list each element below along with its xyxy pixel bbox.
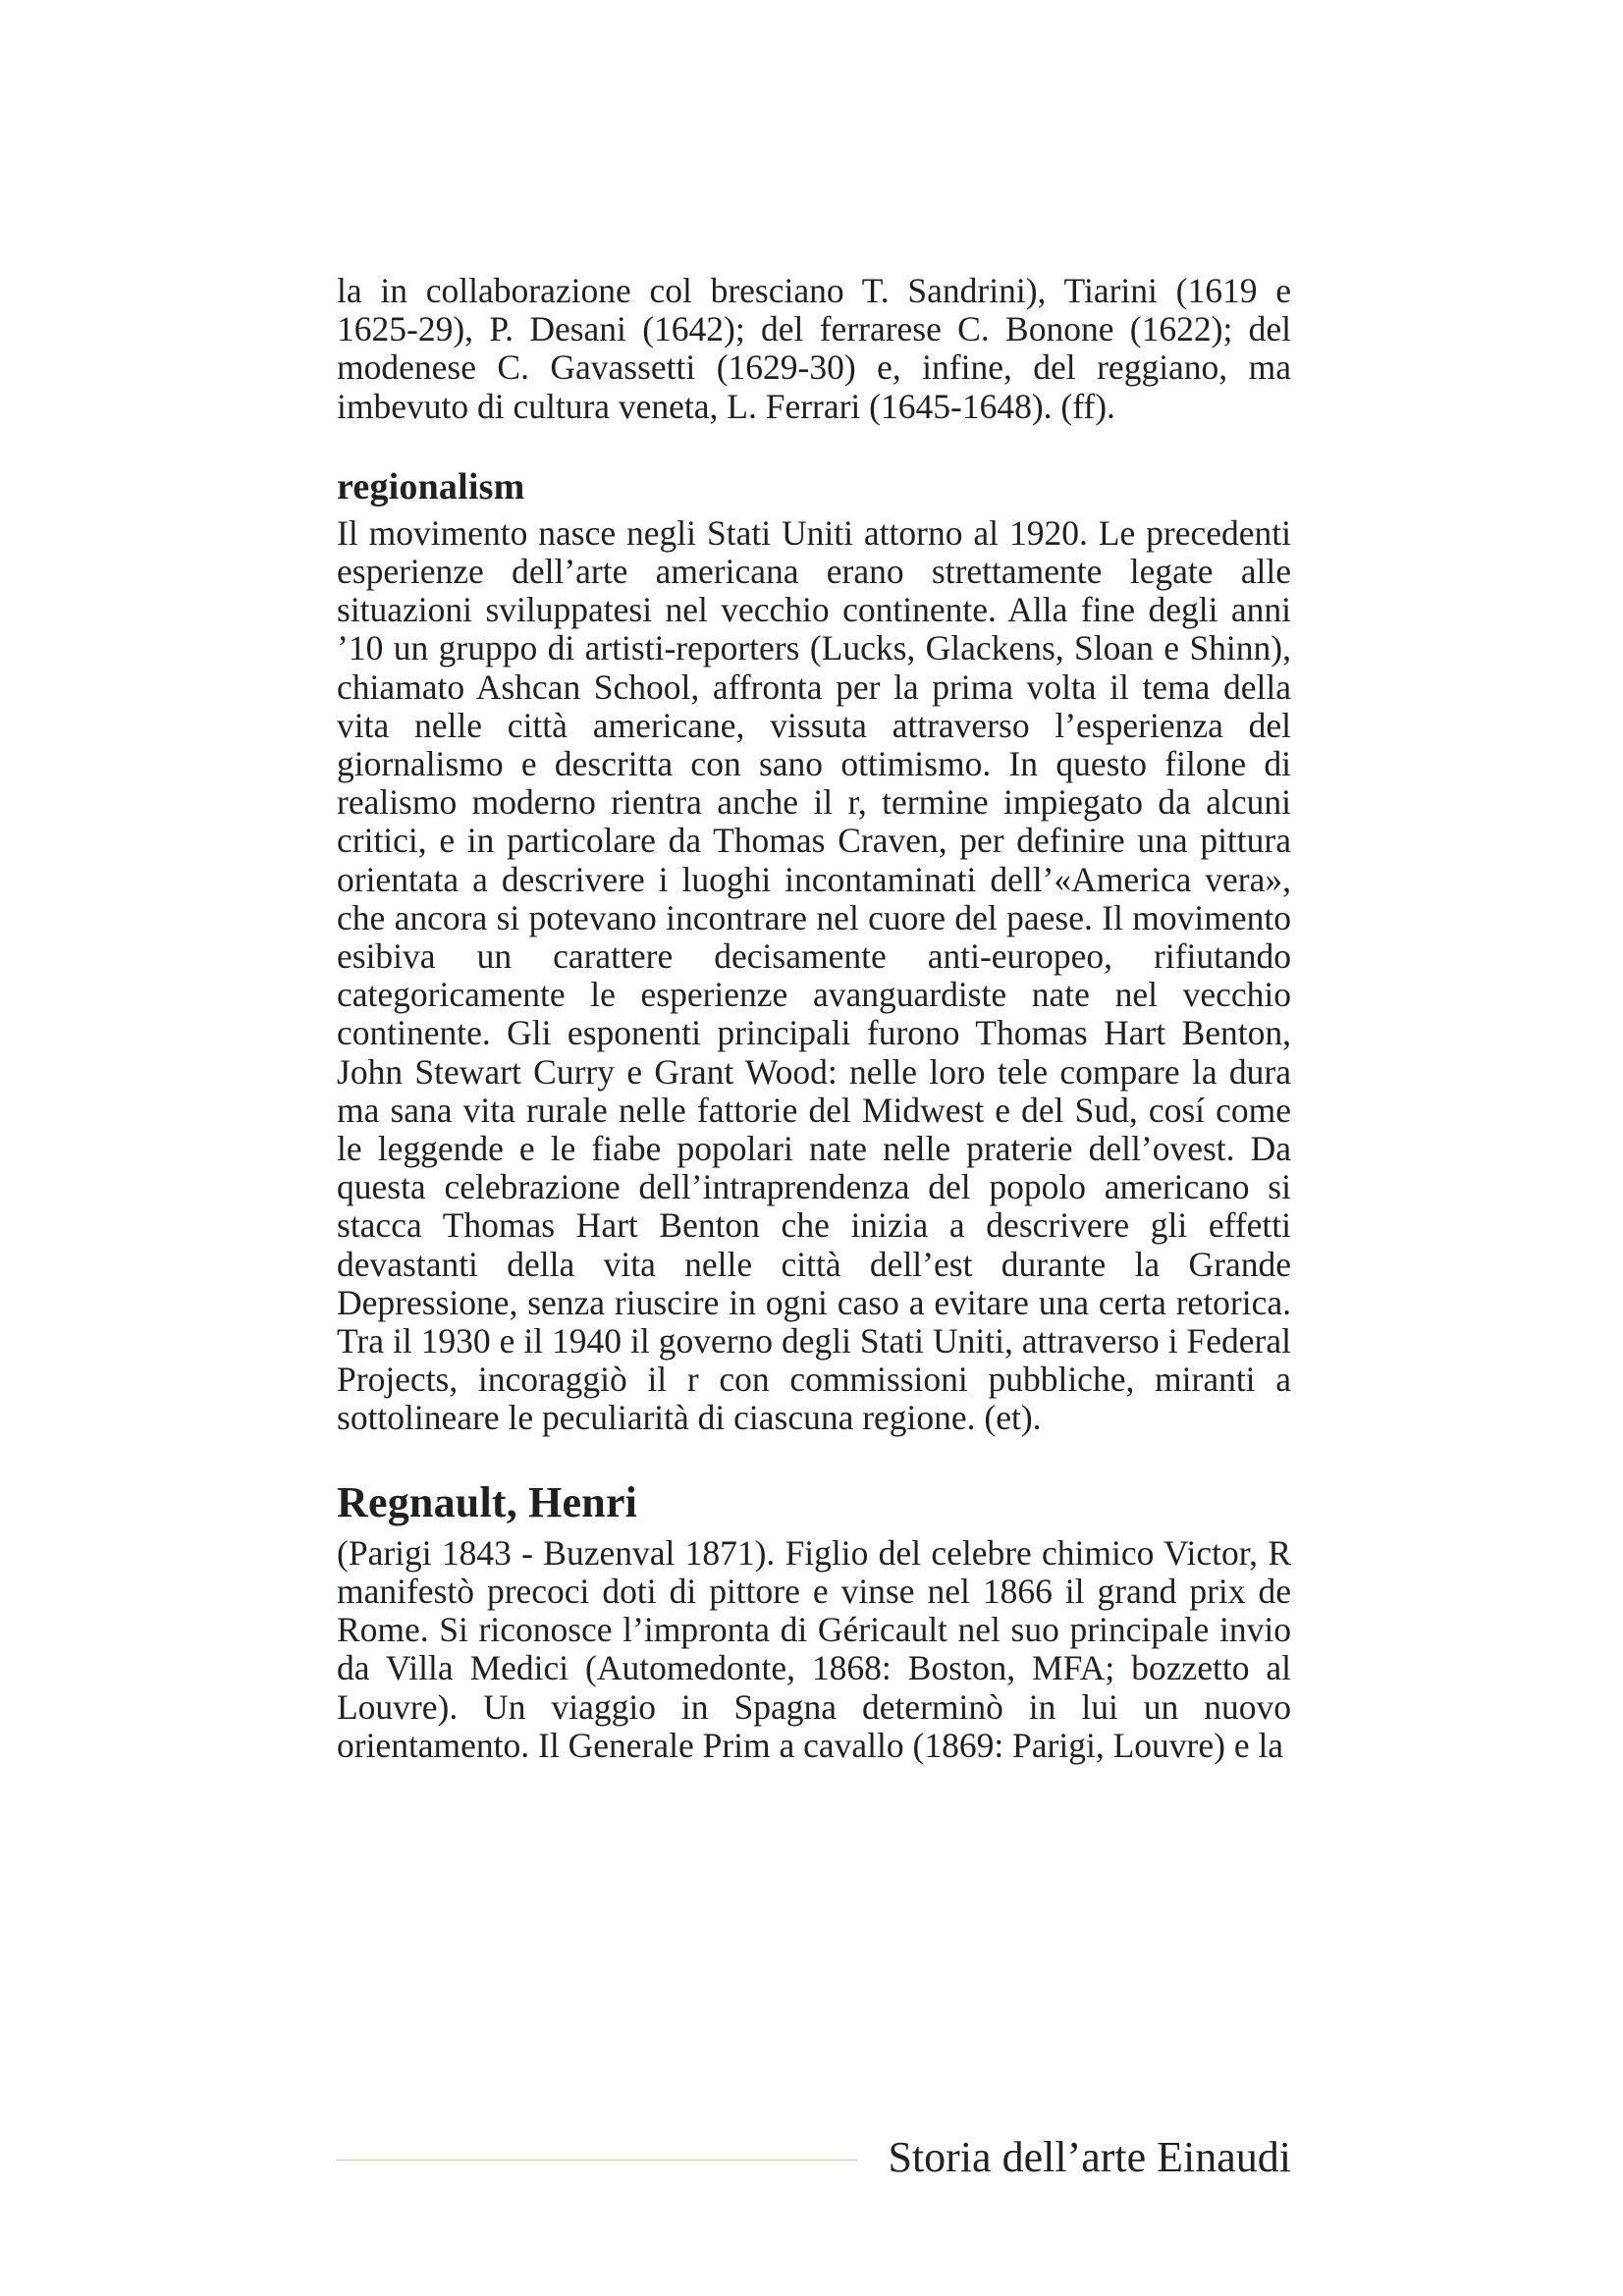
footer-rule [337, 2160, 857, 2161]
entry-heading-regnault: Regnault, Henri [337, 1477, 638, 1526]
entry-text-regnault: (Parigi 1843 - Buzenval 1871). Figlio del celebre chimico Victor, R manifestò precoci doti di pittore e vinse nel 1866 il grand prix de Rome. Si riconosce l’impronta di Géricault nel suo principale invio da Villa Medici (Automedonte, 1868: Boston, MFA; bozzetto al Louvre). Un viaggio in Spagna determinò in lui un nuovo orientamento. Il Generale Prim a cavallo (1869: Parigi, Louvre) e la [337, 1532, 1291, 1765]
page-body [337, 272, 1291, 1765]
entry-heading-regionalism: regionalism [337, 465, 525, 507]
footer-title: Storia dell’arte Einaudi [888, 2133, 1291, 2181]
entry-text-regionalism: Il movimento nasce negli Stati Uniti attorno al 1920. Le precedenti esperienze dell’arte americana erano strettamente legate alle situazioni sviluppatesi nel vecchio continente. Alla fine degli anni ’10 un gruppo di artisti-reporters (Lucks, Glackens, Sloan e Shinn), chiamato Ashcan School, affronta per la prima volta il tema della vita nelle città americane, vissuta attraverso l’esperienza del giornalismo e descritta con sano ottimismo. In questo filone di realismo moderno rientra anche il r, termine impiegato da alcuni critici, e in particolare da Thomas Craven, per definire una pittura orientata a descrivere i luoghi incontaminati dell’«America vera», che ancora si potevano incontrare nel cuore del paese. Il movimento esibiva un carattere decisamente anti-europeo, rifiutando categoricamente le esperienze avanguardiste nate nel vecchio continente. Gli esponenti principali furono Thomas Hart Benton, John Stewart Curry e Grant Wood: nelle loro tele compare la dura ma sana vita rurale nelle fattorie del Midwest e del Sud, cosí come le leggende e le fiabe popolari nate nelle praterie dell’ovest. Da questa celebrazione dell’intraprendenza del popolo americano si stacca Thomas Hart Benton che inizia a descrivere gli effetti devastanti della vita nelle città dell’est durante la Grande Depressione, senza riuscire in ogni caso a evitare una certa retorica. Tra il 1930 e il 1940 il governo degli Stati Uniti, attraverso i Federal Projects, incoraggiò il r con commissioni pubbliche, miranti a sottolineare le peculiarità di ciascuna regione. (et). [337, 512, 1291, 1438]
continuation-paragraph: la in collaborazione col bresciano T. Sandrini), Tiarini (1619 e 1625-29), P. Desani (1642); del ferrarese C. Bonone (1622); del modenese C. Gavassetti (1629-30) e, infine, del reggiano, ma imbevuto di cultura veneta, L. Ferrari (1645-1648). (ff). [337, 271, 1291, 426]
